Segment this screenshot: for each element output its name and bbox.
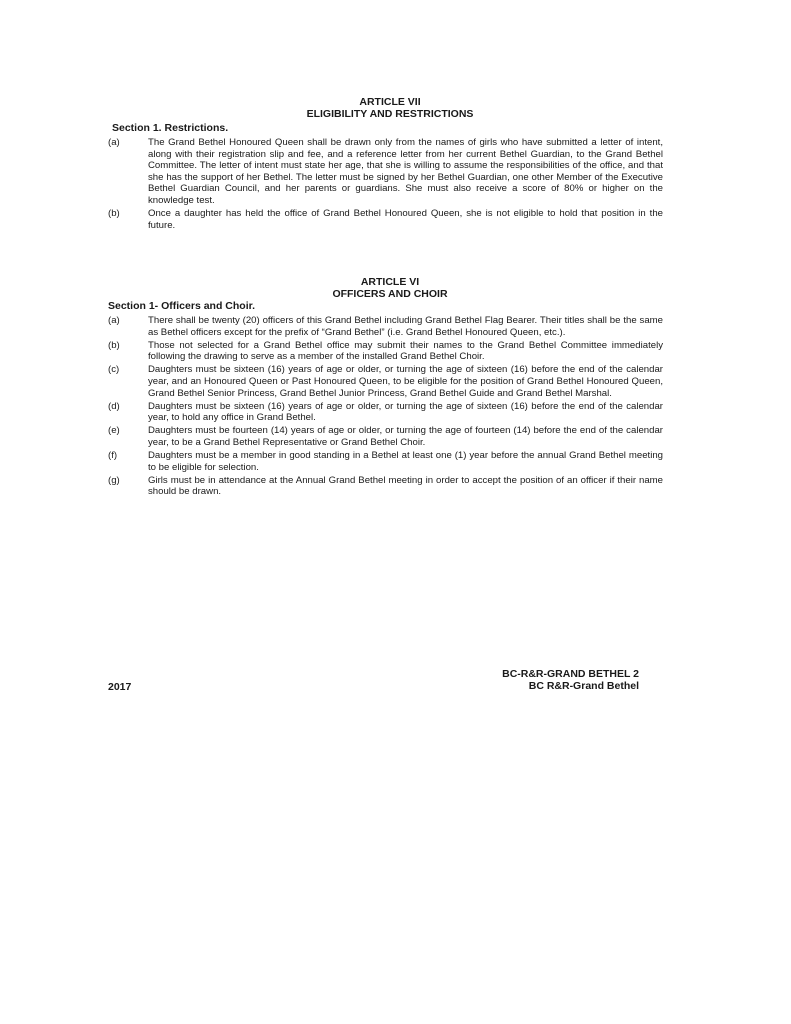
item-marker: (g) <box>108 474 120 486</box>
officers-list <box>108 315 663 499</box>
item-text: There shall be twenty (20) officers of this Grand Bethel including Grand Bethel Flag Bearer. Their titles shall be the same as Bethel officers except for the prefix of “Grand Bethel” (i.e. Grand Bethel Honoured Queen, etc.). <box>148 315 663 338</box>
section-1-restrictions-heading: Section 1. Restrictions. <box>112 122 229 134</box>
item-text: Girls must be in attendance at the Annual Grand Bethel meeting in order to accept the position of an officer if their name should be drawn. <box>148 474 663 498</box>
list-item <box>108 315 663 338</box>
list-item <box>108 208 663 231</box>
item-text: Daughters must be sixteen (16) years of age or older, or turning the age of sixteen (16) before the end of the calendar year, to hold any office in Grand Bethel. <box>148 400 663 424</box>
article-vi-subtitle: OFFICERS AND CHOIR <box>332 288 448 300</box>
document-code-line-2: BC R&R-Grand Bethel <box>528 680 639 692</box>
item-text: Daughters must be sixteen (16) years of age or older, or turning the age of sixteen (16) before the end of the calendar year, and an Honoured Queen or Past Honoured Queen, to be eligible for the position of Grand Bethel Honoured Queen, Grand Bethel Senior Princess, Grand Bethel Junior Princess, Grand Bethel Guide and Grand Bethel Marshal. <box>148 364 663 399</box>
section-1-officers-heading: Section 1- Officers and Choir. <box>108 300 256 312</box>
item-marker: (d) <box>108 400 120 412</box>
list-item <box>108 137 663 207</box>
list-item <box>108 475 663 498</box>
list-item <box>108 425 663 448</box>
article-vi-title: ARTICLE VI <box>360 276 420 288</box>
item-text: Once a daughter has held the office of Grand Bethel Honoured Queen, she is not eligible to hold that position in the future. <box>148 208 663 231</box>
item-marker: (f) <box>108 450 118 462</box>
item-text: The Grand Bethel Honoured Queen shall be drawn only from the names of girls who have submitted a letter of intent, along with their registration slip and fee, and a reference letter from her current Bethel Guardian, to the Grand Bethel Committee. The letter of intent must state her age, that she is willing to assume the responsibilities of the office, and that she has the support of her Bethel. The letter must be signed by her Bethel Guardian, one other Member of the Executive Bethel Guardian Council, and her parents or guardians. She must also receive a score of 80% or higher on the knowledge test. <box>148 137 663 206</box>
article-vii-subtitle: ELIGIBILITY AND RESTRICTIONS <box>306 108 474 120</box>
item-marker: (b) <box>108 208 120 220</box>
item-text: Daughters must be fourteen (14) years of age or older, or turning the age of fourteen (14) before the end of the calendar year, to be a Grand Bethel Representative or Grand Bethel Choir. <box>148 425 663 448</box>
item-marker: (e) <box>108 425 120 437</box>
document-code <box>502 668 639 692</box>
item-marker: (a) <box>108 315 120 326</box>
item-text: Those not selected for a Grand Bethel office may submit their names to the Grand Bethel Committee immediately following the drawing to serve as a member of the installed Grand Bethel Choir. <box>148 339 663 363</box>
list-item <box>108 450 663 473</box>
item-text: Daughters must be a member in good standing in a Bethel at least one (1) year before the annual Grand Bethel meeting to be eligible for selection. <box>148 450 663 473</box>
article-vii-title: ARTICLE VII <box>359 96 421 108</box>
footer-year: 2017 <box>108 681 132 693</box>
list-item <box>108 401 663 424</box>
item-marker: (c) <box>108 364 120 376</box>
item-marker: (b) <box>108 339 120 351</box>
item-marker: (a) <box>108 137 120 148</box>
list-item <box>108 340 663 363</box>
document-code-line-1: BC-R&R-GRAND BETHEL 2 <box>502 668 639 680</box>
list-item <box>108 364 663 399</box>
restrictions-list <box>108 137 663 233</box>
